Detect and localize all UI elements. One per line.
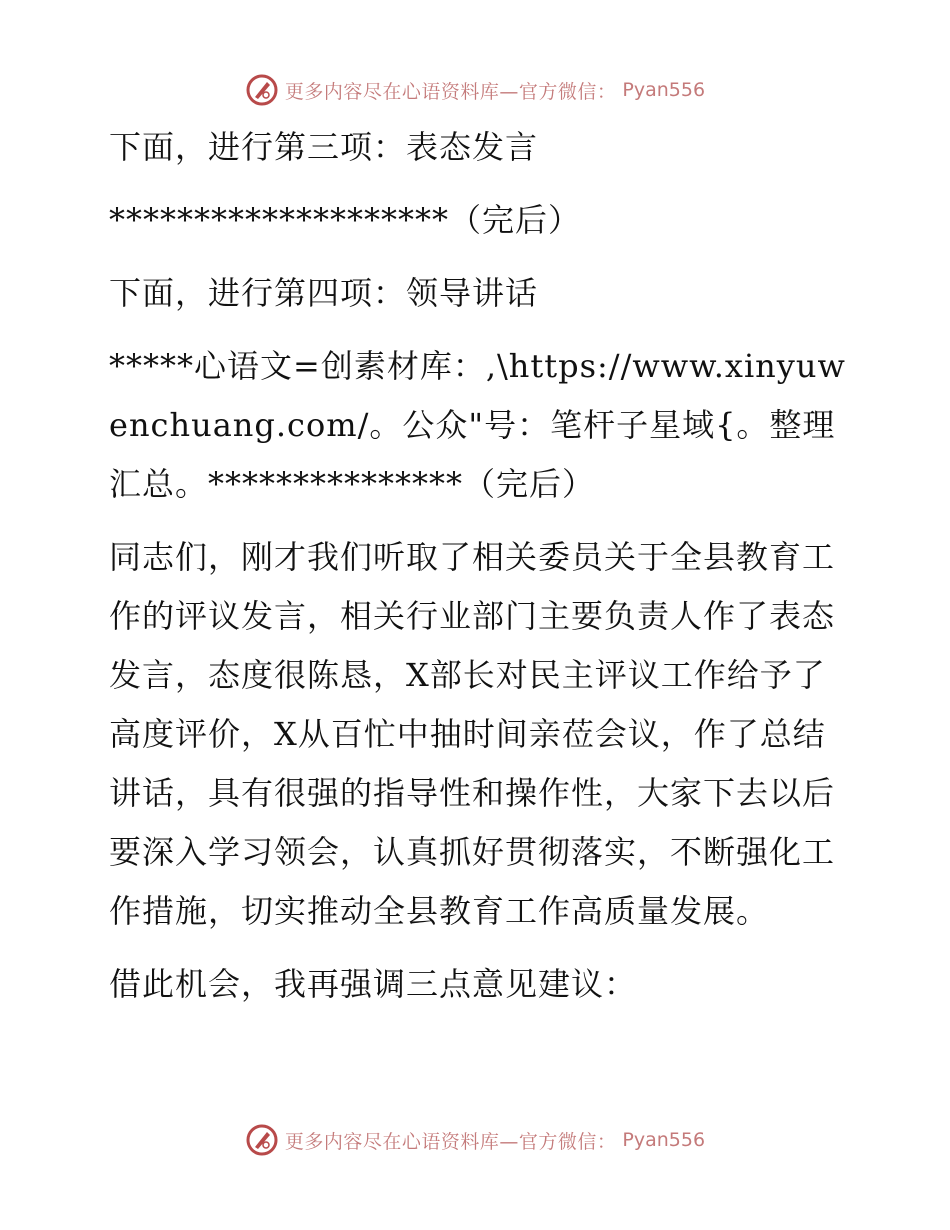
watermark-id: Pyan556 — [622, 1129, 706, 1151]
paragraph-item-5: 同志们，刚才我们听取了相关委员关于全县教育工作的评议发言，相关行业部门主要负责人作了表态发言，态度很陈恳，X部长对民主评议工作给予了高度评价，X从百忙中抽时间亲莅会议，作了总结讲话，具有很强的指导性和操作性，大家下去以后要深入学习领会，认真抓好贯彻落实，不断强化工作措施，切实推动全县教育工作高质量发展。 — [109, 538, 836, 930]
watermark-id: Pyan556 — [622, 79, 706, 101]
header-watermark — [0, 70, 950, 110]
document-body — [97, 118, 857, 1028]
pen-seal-icon — [245, 1123, 279, 1157]
paragraph-item-2: ********************（完后） — [109, 201, 582, 239]
pen-seal-icon — [245, 73, 279, 107]
paragraph-item-1: 下面，进行第三项：表态发言 — [109, 128, 539, 166]
watermark-text: 更多内容尽在心语资料库—官方微信： — [284, 80, 617, 103]
footer-watermark — [0, 1120, 950, 1160]
watermark-text: 更多内容尽在心语资料库—官方微信： — [284, 1130, 617, 1153]
paragraph-item-4: *****心语文=创素材库：,\https://www.xinyuwenchuang.com/。公众"号：笔杆子星域{。整理汇总。***************（完后） — [109, 347, 846, 503]
paragraph-item-3: 下面，进行第四项：领导讲话 — [109, 274, 539, 312]
paragraph-item-6: 借此机会，我再强调三点意见建议： — [109, 965, 638, 1003]
